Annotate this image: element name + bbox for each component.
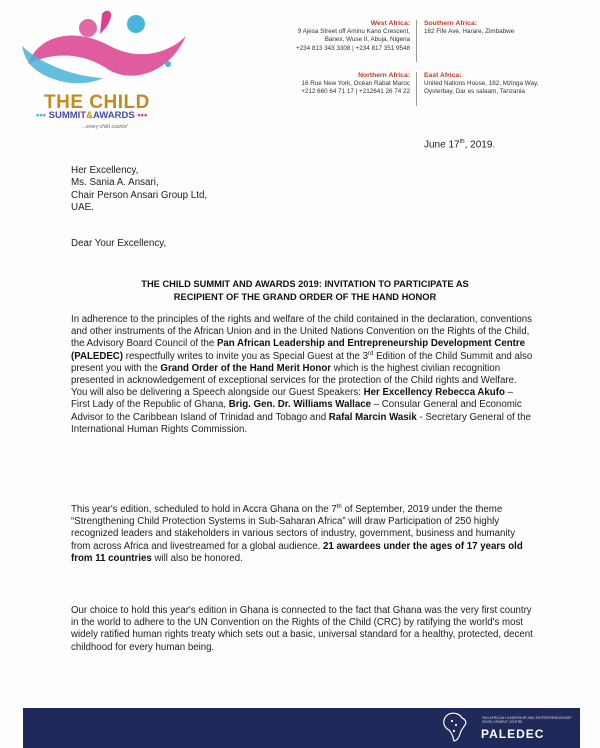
- text-run: – First Lady of the Republic of Ghana,: [71, 387, 513, 411]
- office-region-label: Southern Africa:: [424, 20, 477, 27]
- bold-text-run: Rafal Marcin Wasik: [328, 411, 417, 423]
- office-address-line: 9 Ajesa Street off Aminu Kano Crescent,: [297, 28, 410, 36]
- office-west-africa: [250, 20, 410, 53]
- logo-hand-pink: [100, 11, 111, 34]
- logo-subtitle: ••• SUMMIT&AWARDS •••: [36, 110, 148, 121]
- subject-heading: [60, 278, 550, 303]
- recipient-line: Ms. Sania A. Ansari,: [71, 177, 159, 189]
- office-northern-africa: [250, 72, 410, 97]
- logo-subtitle-awards: AWARDS: [92, 110, 135, 121]
- text-run: will also be honored.: [151, 552, 243, 564]
- text-run: Edition of the Child Summit and also present you with the: [71, 350, 533, 374]
- text-run: – Consular General and Economic Advisor to the Caribbean Island of Trinidad and Tobago and: [71, 399, 522, 423]
- office-region-label: West Africa:: [370, 20, 410, 27]
- recipient-block: [71, 165, 207, 215]
- address-divider: [416, 20, 417, 62]
- office-address-line: United Nations House, 182, Mzinga Way,: [424, 80, 539, 88]
- office-southern-africa: [424, 20, 584, 36]
- bold-text-run: Brig. Gen. Dr. Williams Wallace: [228, 399, 371, 411]
- logo-dot: [165, 61, 171, 67]
- logo-head-blue: [127, 15, 145, 33]
- recipient-line: Chair Person Ansari Group Ltd,: [71, 189, 208, 201]
- office-phone-line: +212 660 64 71 17 | +212641 26 74 22: [301, 88, 410, 96]
- date-suffix: th: [459, 139, 465, 145]
- ordinal-suffix: rd: [368, 350, 374, 357]
- office-region-label: Northern Africa:: [358, 72, 410, 79]
- office-address-line: 162 Fife Ave, Harare, Zimbabwe: [424, 28, 515, 36]
- bold-text-run: Grand Order of the Hand Merit Honor: [160, 362, 332, 374]
- office-phone-line: +234 813 343 3308 | +234 817 351 9548: [295, 44, 410, 52]
- bold-text-run: 21 awardees under the ages of 17 years old from 11 countries: [71, 540, 523, 564]
- office-region-label: East Africa:: [424, 72, 462, 79]
- office-address-line: 16 Rue New York, Océan Rabat Maroc: [301, 80, 410, 88]
- footer-brand: PALEDEC: [481, 727, 545, 741]
- text-run: of September, 2019 under the theme “Strengthening Child Protection Systems in Sub-Saharan Africa” will draw Participation of 250 highly recognized leaders and stakeholders in various sectors of industry, government, business and humanity from across Africa and livestreamed for a global audience.: [71, 504, 516, 552]
- body-paragraph-1: [71, 314, 534, 436]
- text-run: which is the highest civilian recognition presented in acknowledgement of exceptional services for the protection of the Child rights and Welfare. You will also be delivering a Speech alongside our Guest Speakers:: [71, 362, 517, 399]
- subject-line-1: THE CHILD SUMMIT AND AWARDS 2019: INVITATION TO PARTICIPATE AS: [141, 279, 469, 289]
- text-run: This year's edition, scheduled to hold in Accra Ghana on the 7: [71, 504, 337, 515]
- logo-title: THE CHILD: [44, 92, 150, 113]
- date-text: June 17: [424, 139, 460, 151]
- letter-date: [424, 139, 495, 150]
- date-year: , 2019.: [464, 139, 496, 151]
- bold-text-run: Pan African Leadership and Entrepreneurship Development Centre (PALEDEC): [71, 338, 526, 362]
- body-paragraph-3: Our choice to hold this year's edition in Ghana is connected to the fact that Ghana was the very first country in the world to adhere to the UN Convention on the Rights of the Child (CRC) by ratifying the world's most widely ratified human rights treaty which sets out a basic, universal standard for a healthy, protected, decent childhood for every human being.: [71, 605, 533, 653]
- address-divider: [416, 72, 417, 106]
- body-paragraph-2: [71, 504, 534, 565]
- ordinal-suffix: th: [336, 503, 342, 510]
- text-run: - Secretary General of the International Human Rights Commission.: [71, 411, 531, 435]
- recipient-line: UAE.: [71, 202, 94, 214]
- recipient-line: Her Excellency,: [71, 165, 139, 176]
- logo-head-pink: [79, 19, 97, 37]
- logo-subtitle-amp: &: [86, 110, 93, 121]
- logo-tagline: ...every child counts!: [82, 124, 128, 130]
- bold-text-run: Her Excellency Rebecca Akufo: [363, 387, 505, 399]
- office-address-line: Oysterbay, Dar es salaam, Tanzania: [424, 88, 525, 96]
- text-run: respectfully writes to invite you as Special Guest at the 3: [123, 350, 369, 362]
- africa-map-icon: [440, 711, 470, 743]
- footer-org-name: PAN AFRICAN LEADERSHIP AND ENTREPRENEURSHIP DEVELOPMENT CENTRE: [482, 716, 572, 724]
- subject-line-2: RECIPIENT OF THE GRAND ORDER OF THE HAND HONOR: [173, 291, 437, 302]
- office-east-africa: [424, 72, 594, 97]
- text-run: In adherence to the principles of the rights and welfare of the child contained in the declaration, conventions and other instruments of the African Union and in the United Nations Convention on the Rights of the Child, the Advisory Board Council of the: [71, 314, 532, 350]
- salutation: Dear Your Excellency,: [71, 238, 167, 249]
- office-address-line: Banex, Wuse II, Abuja, Nigeria: [324, 36, 410, 44]
- logo-subtitle-summit: SUMMIT: [48, 110, 87, 121]
